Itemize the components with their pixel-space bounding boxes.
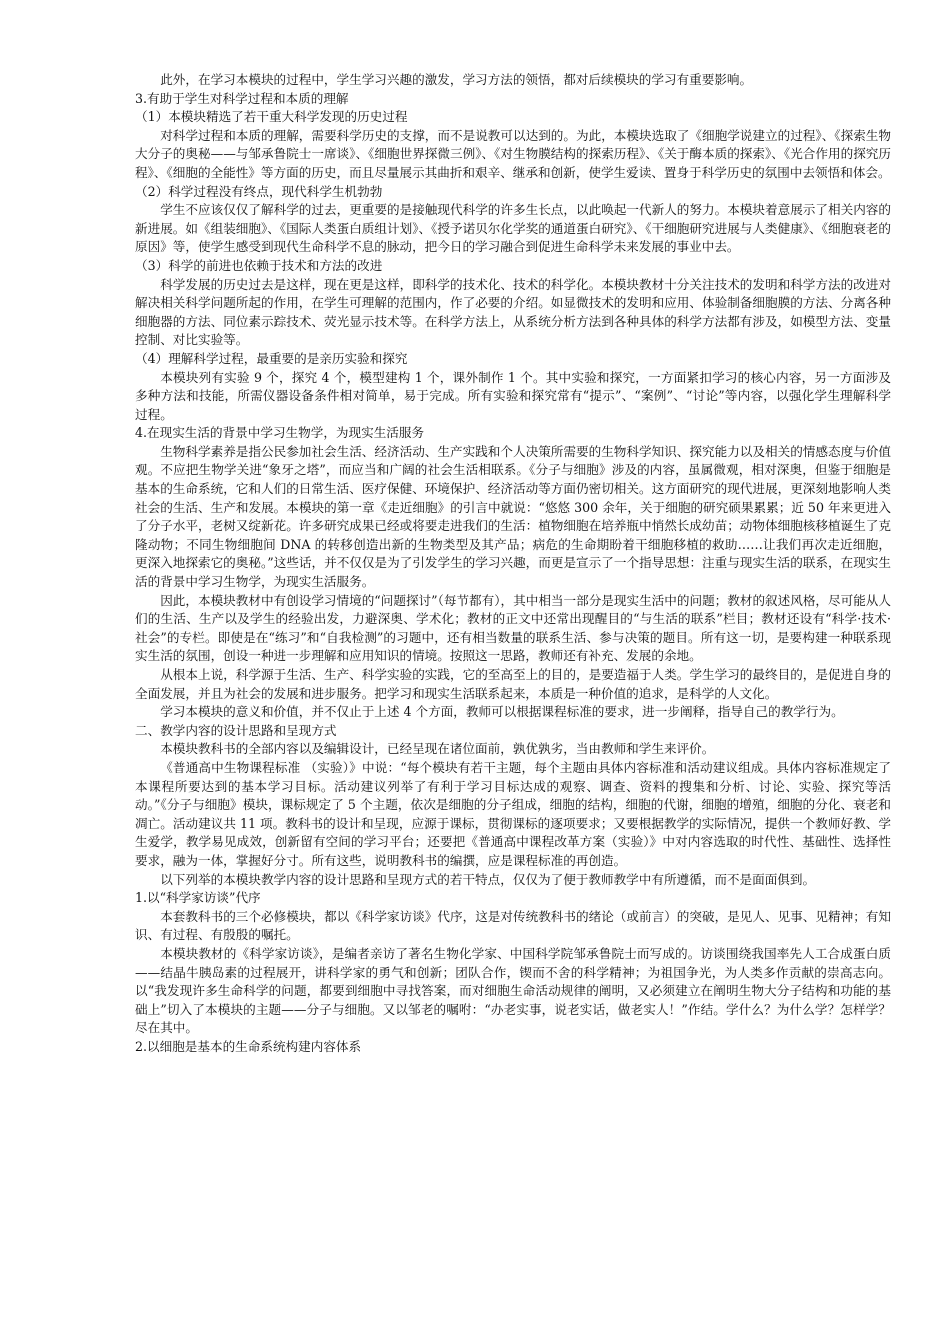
section-heading: （4）理解科学过程，最重要的是亲历实验和探究	[135, 350, 408, 366]
paragraph: 此外，在学习本模块的过程中，学生学习兴趣的激发，学习方法的领悟，都对后续模块的学习有重要影响。	[160, 72, 753, 87]
section-heading: 二、教学内容的设计思路和呈现方式	[135, 722, 337, 738]
section-heading: （3）科学的前进也依赖于技术和方法的改进	[135, 257, 383, 273]
paragraph: 本模块列有实验 9 个，探究 4 个，模型建构 1 个，课外制作 1 个。其中实验和探究，一方面紧扣学习的核心内容，另一方面涉及多种方法和技能，所需仪器设备条件相对简单，易于完成。所有实验和探究常有“提示”、“案例”、“讨论”等内容，以强化学生理解科学过程。	[135, 369, 891, 422]
document-body	[135, 71, 891, 1056]
paragraph: 学生不应该仅仅了解科学的过去，更重要的是接触现代科学的许多生长点，以此唤起一代新人的努力。本模块着意展示了相关内容的新进展。如《组装细胞》、《国际人类蛋白质组计划》、《授予诺贝尔化学奖的通道蛋白研究》、《干细胞研究进展与人类健康》、《细胞衰老的原因》等，使学生感受到现代生命科学不息的脉动，把今日的学习融合到促进生命科学未来发展的事业中去。	[135, 202, 891, 255]
paragraph: 《普通高中生物课程标准 （实验）》中说：“每个模块有若干主题，每个主题由具体内容标准和活动建议组成。具体内容标准规定了本课程所要达到的基本学习目标。活动建议列举了有利于学习目标达成的观察、调查、资料的搜集和分析、讨论、实验、探究等活动。”《分子与细胞》模块，课标规定了 5 个主题，依次是细胞的分子组成，细胞的结构，细胞的代谢，细胞的增殖，细胞的分化、衰老和凋亡。活动建议共 11 项。教科书的设计和呈现，应源于课标，贯彻课标的逐项要求；又要根据教学的实际情况，提供一个教师好教、学生爱学，教学易见成效，创新留有空间的学习平台；还要把《普通高中课程改革方案（实验）》中对内容选取的时代性、基础性、选择性要求，融为一体，掌握好分寸。所有这些，说明教科书的编撰，应是课程标准的再创造。	[135, 759, 891, 868]
paragraph: 本模块教材的《科学家访谈》，是编者亲访了著名生物化学家、中国科学院邹承鲁院士而写成的。访谈围绕我国率先人工合成蛋白质——结晶牛胰岛素的过程展开，讲科学家的勇气和创新；团队合作，锲而不舍的科学精神；为祖国争光，为人类多作贡献的崇高志向。以“我发现许多生命科学的问题，都要到细胞中寻找答案，而对细胞生命活动规律的阐明，又必须建立在阐明生物大分子结构和功能的基础上”切入了本模块的主题——分子与细胞。又以邹老的嘱咐：“办老实事，说老实话，做老实人！”作结。学什么？为什么学？怎样学？尽在其中。	[135, 945, 891, 1036]
paragraph: 从根本上说，科学源于生活、生产、科学实验的实践，它的至高至上的目的，是要造福于人类。学生学习的最终目的，是促进自身的全面发展，并且为社会的发展和进步服务。把学习和现实生活联系起来，本质是一种价值的追求，是科学的人文化。	[135, 667, 891, 701]
section-heading: （2）科学过程没有终点，现代科学生机勃勃	[135, 183, 383, 199]
paragraph: 学习本模块的意义和价值，并不仅止于上述 4 个方面，教师可以根据课程标准的要求，进一步阐释，指导自己的教学行为。	[160, 704, 844, 720]
section-heading: 3.有助于学生对科学过程和本质的理解	[135, 90, 349, 106]
paragraph: 本套教科书的三个必修模块，都以《科学家访谈》代序，这是对传统教科书的绪论（或前言）的突破，是见人、见事、见精神；有知识、有过程、有殷殷的嘱托。	[135, 908, 891, 943]
paragraph: 生物科学素养是指公民参加社会生活、经济活动、生产实践和个人决策所需要的生物科学知识、探究能力以及相关的情感态度与价值观。不应把生物学关进“象牙之塔”，而应当和广阔的社会生活相联系。《分子与细胞》涉及的内容，虽属微观，相对深奥，但鉴于细胞是基本的生命系统，它和人们的日常生活、医疗保健、环境保护、经济活动等方面仍密切相关。这方面研究的现代进展，更深刻地影响人类社会的生活、生产和发展。本模块的第一章《走近细胞》的引言中就说：“悠悠 300 余年，关于细胞的研究硕果累累；近 50 年来更进入了分子水平，老树又绽新花。许多研究成果已经或将要走进我们的生活：植物细胞在培养瓶中悄然长成幼苗；动物体细胞核移植诞生了克隆动物；不同生物细胞间 DNA 的转移创造出新的生物类型及其产品；病危的生命期盼着干细胞移植的救助……让我们再次走近细胞，更深入地探索它的奥秘。”这些话，并不仅仅是为了引发学生的学习兴趣，而更是宣示了一个指导思想：注重与现实生活的联系，在现实生活的背景中学习生物学，为现实生活服务。	[135, 443, 891, 590]
section-heading: （1）本模块精选了若干重大科学发现的历史过程	[135, 109, 408, 125]
section-heading: 2.以细胞是基本的生命系统构建内容体系	[135, 1038, 362, 1054]
paragraph: 以下列举的本模块教学内容的设计思路和呈现方式的若干特点，仅仅为了便于教师教学中有所遵循，而不是面面俱到。	[160, 871, 816, 887]
section-heading: 1.以“科学家访谈”代序	[135, 890, 261, 906]
paragraph: 对科学过程和本质的理解，需要科学历史的支撑，而不是说教可以达到的。为此，本模块选取了《细胞学说建立的过程》、《探索生物大分子的奥秘——与邹承鲁院士一席谈》、《细胞世界探微三例》、《对生物膜结构的探索历程》、《关于酶本质的探索》、《光合作用的探究历程》、《细胞的全能性》等方面的历史，而且尽量展示其曲折和艰辛、继承和创新，使学生爱读、置身于科学历史的氛围中去领悟和体会。	[135, 127, 891, 180]
paragraph: 科学发展的历史过去是这样，现在更是这样，即科学的技术化、技术的科学化。本模块教材十分关注技术的发明和科学方法的改进对解决相关科学问题所起的作用，在学生可理解的范围内，作了必要的介绍。如显微技术的发明和应用、体验制备细胞膜的方法、分离各种细胞器的方法、同位素示踪技术、荧光显示技术等。在科学方法上，从系统分析方法到各种具体的科学方法都有涉及，如模型方法、变量控制、对比实验等。	[135, 276, 891, 348]
section-heading: 4.在现实生活的背景中学习生物学，为现实生活服务	[135, 425, 425, 441]
paragraph: 本模块教科书的全部内容以及编辑设计，已经呈现在诸位面前，孰优孰劣，当由教师和学生来评价。	[160, 741, 715, 757]
paragraph: 因此，本模块教材中有创设学习情境的“问题探讨”（每节都有），其中相当一部分是现实生活中的问题；教材的叙述风格，尽可能从人们的生活、生产以及学生的经验出发，力避深奥、学术化；教材的正文中还常出现醒目的“与生活的联系”栏目；教材还设有“科学·技术·社会”的专栏。即使是在“练习”和“自我检测”的习题中，还有相当数量的联系生活、参与决策的题目。所有这一切，是要构建一种联系现实生活的氛围，创设一种进一步理解和应用知识的情境。按照这一思路，教师还有补充、发展的余地。	[135, 592, 891, 664]
